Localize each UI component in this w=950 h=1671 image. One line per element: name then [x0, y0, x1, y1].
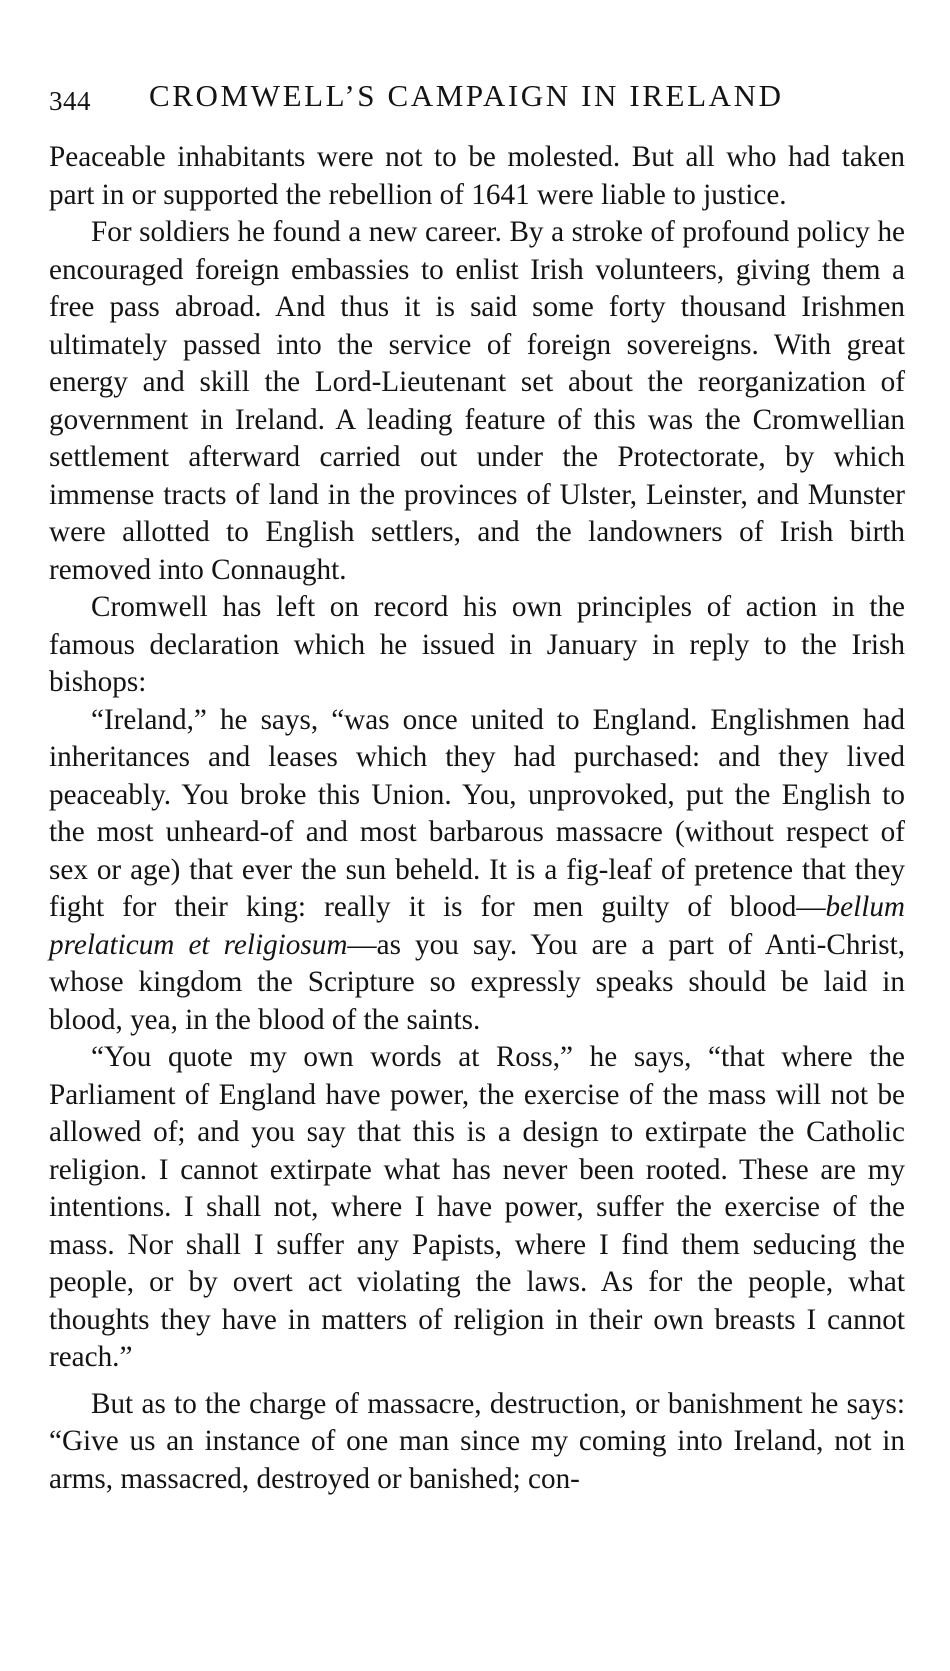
paragraph-p1 — [49, 139, 905, 214]
text-run: “You quote my own words at Ross,” he says, “that where the Parliament of England have power, the exercise of the mass will not be allowed of; and you say that this is a design to extirpate the Catholic religion. I cannot extirpate what has never been rooted. These are my intentions. I shall not, where I have power, suffer the exercise of the mass. Nor shall I suffer any Papists, where I find them seducing the people, or by overt act violating the laws. As for the people, what thoughts they have in matters of religion in their own breasts I cannot reach.” — [49, 1041, 905, 1373]
paragraph-p4 — [49, 702, 905, 1040]
running-head — [49, 72, 905, 122]
running-head-title: CROMWELL’S CAMPAIGN IN IRELAND — [149, 78, 784, 113]
page-number: 344 — [49, 86, 91, 116]
text-run: —as you say. You are a part of Anti-Christ, whose kingdom the Scripture so expressly speaks should be laid in blood, yea, in the blood of the saints. — [49, 928, 906, 1036]
italic-phrase: bellum prelaticum et religiosum — [49, 891, 905, 961]
paragraph-p6 — [49, 1386, 905, 1499]
paragraph-p2 — [49, 214, 905, 589]
paragraph-p5 — [49, 1039, 905, 1377]
page-body — [49, 139, 905, 1498]
book-page — [49, 72, 905, 1498]
paragraph-p3 — [49, 589, 905, 702]
text-run: Cromwell has left on record his own principles of action in the famous declaration which he issued in January in reply to the Irish bishops: — [49, 591, 905, 698]
text-run: For soldiers he found a new career. By a stroke of profound policy he encouraged foreign embassies to enlist Irish volunteers, giving them a free pass abroad. And thus it is said some forty thousand Irishmen ultimately passed into the service of foreign sovereigns. With great energy and skill the Lord-Lieutenant set about the reorganization of government in Ireland. A leading feature of this was the Cromwellian settlement afterward carried out under the Protectorate, by which immense tracts of land in the provinces of Ulster, Leinster, and Munster were allotted to English settlers, and the landowners of Irish birth removed into Connaught. — [49, 216, 905, 586]
text-run: But as to the charge of massacre, destruction, or banishment he says: “Give us an instance of one man since my coming into Ireland, not in arms, massacred, destroyed or banished; con- — [49, 1387, 905, 1495]
text-run: “Ireland,” he says, “was once united to England. Englishmen had inheritances and leases which they had purchased: and they lived peaceably. You broke this Union. You, unprovoked, put the English to the most unheard-of and most barbarous massacre (without respect of sex or age) that ever the sun beheld. It is a fig-leaf of pretence that they fight for their king: really it is for men guilty of blood— — [49, 703, 905, 923]
text-run: Peaceable inhabitants were not to be molested. But all who had taken part in or supported the rebellion of 1641 were liable to justice. — [49, 141, 905, 211]
